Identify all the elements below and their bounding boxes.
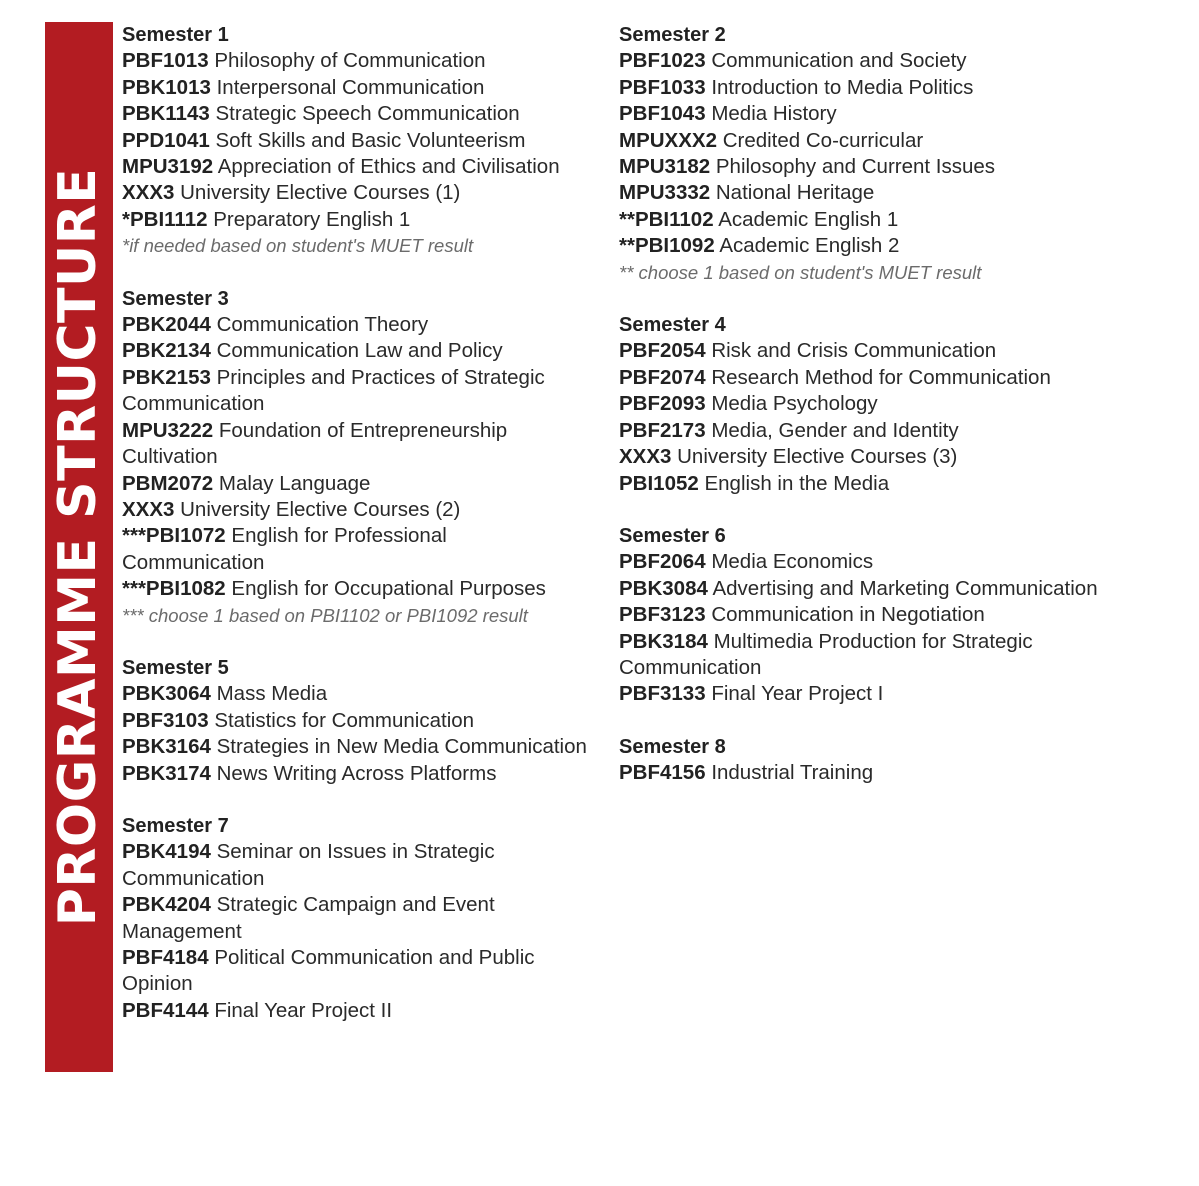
course-item bbox=[619, 602, 1179, 628]
course-name: Academic English 1 bbox=[718, 207, 899, 231]
course-item bbox=[122, 945, 592, 998]
course-name: Interpersonal Communication bbox=[216, 75, 485, 99]
course-code: PBF3133 bbox=[619, 682, 706, 706]
course-code: PBK2153 bbox=[122, 365, 211, 389]
course-code: MPU3192 bbox=[122, 155, 214, 179]
course-item bbox=[122, 101, 592, 127]
course-item bbox=[122, 998, 592, 1024]
course-item bbox=[619, 233, 1179, 259]
course-name: Principles and Practices of Strategic Communication bbox=[122, 365, 545, 416]
course-code: PBK3084 bbox=[619, 576, 708, 600]
course-item bbox=[619, 154, 1179, 180]
course-code: PBK2044 bbox=[122, 313, 211, 337]
course-name: Media, Gender and Identity bbox=[711, 418, 959, 442]
semester-heading: Semester 3 bbox=[122, 287, 229, 310]
course-item bbox=[122, 839, 592, 892]
course-code: PBM2072 bbox=[122, 471, 214, 495]
semester-6 bbox=[619, 523, 1179, 708]
course-code: **PBI1092 bbox=[619, 234, 715, 258]
course-item bbox=[122, 708, 592, 734]
course-item bbox=[122, 207, 592, 233]
course-name: Risk and Crisis Communication bbox=[711, 339, 997, 363]
course-code: PBF1043 bbox=[619, 102, 706, 126]
course-code: PBK3184 bbox=[619, 629, 708, 653]
semester-note: ** choose 1 based on student's MUET result bbox=[619, 261, 982, 283]
course-item bbox=[122, 523, 592, 576]
course-item bbox=[619, 101, 1179, 127]
semester-4 bbox=[619, 312, 1179, 497]
course-name: Mass Media bbox=[216, 682, 328, 706]
semester-note: *if needed based on student's MUET result bbox=[122, 235, 474, 257]
semester-heading: Semester 2 bbox=[619, 24, 726, 46]
course-name: Advertising and Marketing Communication bbox=[712, 576, 1098, 600]
course-name: Preparatory English 1 bbox=[213, 207, 411, 231]
course-code: MPUXXX2 bbox=[619, 128, 717, 152]
course-item bbox=[122, 418, 592, 471]
course-name: Academic English 2 bbox=[719, 234, 900, 258]
course-item bbox=[619, 471, 1179, 497]
course-name: Media Psychology bbox=[711, 392, 878, 416]
course-code: PBF2054 bbox=[619, 339, 706, 363]
course-code: PBK3174 bbox=[122, 761, 211, 785]
course-code: PPD1041 bbox=[122, 128, 210, 152]
course-code: PBK4204 bbox=[122, 893, 211, 917]
right-column bbox=[619, 22, 1179, 813]
course-code: PBK3064 bbox=[122, 682, 211, 706]
course-code: PBF1023 bbox=[619, 49, 706, 73]
course-name: University Elective Courses (3) bbox=[677, 445, 958, 469]
course-name: Statistics for Communication bbox=[214, 708, 475, 732]
course-item bbox=[619, 391, 1179, 417]
course-code: PBF4144 bbox=[122, 998, 209, 1022]
course-name: Communication Theory bbox=[216, 313, 429, 337]
course-item bbox=[122, 365, 592, 418]
course-name: University Elective Courses (1) bbox=[180, 181, 461, 205]
course-item bbox=[122, 681, 592, 707]
course-code: PBK1143 bbox=[122, 102, 210, 126]
course-name: News Writing Across Platforms bbox=[216, 761, 497, 785]
course-code: MPU3222 bbox=[122, 418, 214, 442]
course-code: PBK4194 bbox=[122, 840, 211, 864]
course-name: Communication in Negotiation bbox=[711, 603, 985, 627]
course-name: Communication Law and Policy bbox=[216, 339, 503, 363]
semester-heading: Semester 6 bbox=[619, 524, 726, 547]
course-item bbox=[122, 180, 592, 206]
course-name: Media History bbox=[711, 102, 837, 126]
course-item bbox=[619, 549, 1179, 575]
semester-heading: Semester 4 bbox=[619, 314, 726, 337]
semester-7 bbox=[122, 813, 592, 1024]
course-item bbox=[619, 576, 1179, 602]
course-item bbox=[619, 418, 1179, 444]
course-item bbox=[619, 681, 1179, 707]
course-code: XXX3 bbox=[122, 181, 175, 205]
course-name: Final Year Project II bbox=[214, 998, 393, 1022]
semester-1 bbox=[122, 22, 592, 260]
course-code: PBF2064 bbox=[619, 550, 706, 574]
course-name: Final Year Project I bbox=[711, 682, 884, 706]
course-item bbox=[619, 128, 1179, 154]
course-code: PBF3123 bbox=[619, 603, 706, 627]
course-code: XXX3 bbox=[619, 445, 672, 469]
course-item bbox=[619, 180, 1179, 206]
course-name: Strategies in New Media Communication bbox=[216, 735, 587, 759]
course-item bbox=[122, 154, 592, 180]
course-name: Strategic Speech Communication bbox=[215, 102, 520, 126]
course-name: English for Professional Communication bbox=[122, 524, 447, 574]
course-item bbox=[619, 365, 1179, 391]
course-code: XXX3 bbox=[122, 497, 175, 521]
course-code: PBF2173 bbox=[619, 418, 706, 442]
course-item bbox=[122, 75, 592, 101]
course-item bbox=[122, 734, 592, 760]
course-code: PBK2134 bbox=[122, 339, 211, 363]
course-item bbox=[122, 471, 592, 497]
course-name: Malay Language bbox=[218, 471, 371, 495]
course-code: ***PBI1082 bbox=[122, 577, 226, 601]
course-item bbox=[122, 497, 592, 523]
course-item bbox=[619, 207, 1179, 233]
course-code: PBF1013 bbox=[122, 49, 209, 73]
course-code: ***PBI1072 bbox=[122, 524, 226, 548]
course-name: Industrial Training bbox=[711, 761, 874, 785]
semester-heading: Semester 1 bbox=[122, 24, 229, 46]
course-code: MPU3182 bbox=[619, 155, 711, 179]
course-item bbox=[619, 629, 1179, 682]
semester-heading: Semester 8 bbox=[619, 735, 726, 758]
course-name: Introduction to Media Politics bbox=[711, 75, 974, 99]
course-code: PBF3103 bbox=[122, 708, 209, 732]
course-item bbox=[619, 760, 1179, 786]
course-name: Strategic Campaign and Event Management bbox=[122, 893, 495, 943]
course-item bbox=[619, 444, 1179, 470]
course-name: Foundation of Entrepreneurship Cultivation bbox=[122, 418, 508, 469]
semester-heading: Semester 5 bbox=[122, 656, 229, 679]
course-code: MPU3332 bbox=[619, 181, 711, 205]
semester-8 bbox=[619, 734, 1179, 787]
course-item bbox=[619, 338, 1179, 364]
course-item bbox=[122, 312, 592, 338]
course-item bbox=[122, 48, 592, 74]
course-code: PBK3164 bbox=[122, 735, 211, 759]
course-item bbox=[122, 761, 592, 787]
course-name: Political Communication and Public Opinion bbox=[122, 946, 535, 996]
programme-structure-title: PROGRAMME STRUCTURE bbox=[48, 167, 108, 927]
course-item bbox=[122, 892, 592, 945]
course-code: PBI1052 bbox=[619, 471, 699, 495]
course-name: Philosophy of Communication bbox=[214, 49, 486, 73]
course-name: Seminar on Issues in Strategic Communication bbox=[122, 840, 495, 890]
course-code: PBF1033 bbox=[619, 75, 706, 99]
semester-note: *** choose 1 based on PBI1102 or PBI1092 result bbox=[122, 604, 528, 626]
course-item bbox=[122, 338, 592, 364]
course-item bbox=[122, 128, 592, 154]
course-code: PBF4156 bbox=[619, 761, 706, 785]
course-name: National Heritage bbox=[715, 181, 875, 205]
course-code: PBF4184 bbox=[122, 946, 209, 969]
course-name: University Elective Courses (2) bbox=[180, 497, 461, 521]
course-item bbox=[122, 576, 592, 602]
course-item bbox=[619, 75, 1179, 101]
course-code: PBF2093 bbox=[619, 392, 706, 416]
semester-heading: Semester 7 bbox=[122, 814, 229, 837]
course-code: PBF2074 bbox=[619, 365, 706, 389]
course-item bbox=[619, 48, 1179, 74]
course-name: Multimedia Production for Strategic Communication bbox=[619, 629, 1033, 679]
semester-3 bbox=[122, 286, 592, 629]
semester-5 bbox=[122, 655, 592, 787]
course-name: Communication and Society bbox=[711, 49, 967, 73]
course-name: Media Economics bbox=[711, 550, 874, 574]
course-name: Soft Skills and Basic Volunteerism bbox=[215, 128, 526, 152]
course-code: *PBI1112 bbox=[122, 207, 208, 231]
course-name: English for Occupational Purposes bbox=[231, 577, 546, 601]
semester-2 bbox=[619, 22, 1179, 286]
course-name: Credited Co-curricular bbox=[722, 128, 924, 152]
course-code: **PBI1102 bbox=[619, 207, 714, 231]
course-name: Research Method for Communication bbox=[711, 365, 1051, 389]
course-code: PBK1013 bbox=[122, 75, 211, 99]
course-name: English in the Media bbox=[704, 471, 890, 495]
course-name: Philosophy and Current Issues bbox=[715, 155, 996, 179]
left-column bbox=[122, 22, 592, 1050]
course-name: Appreciation of Ethics and Civilisation bbox=[217, 155, 560, 179]
